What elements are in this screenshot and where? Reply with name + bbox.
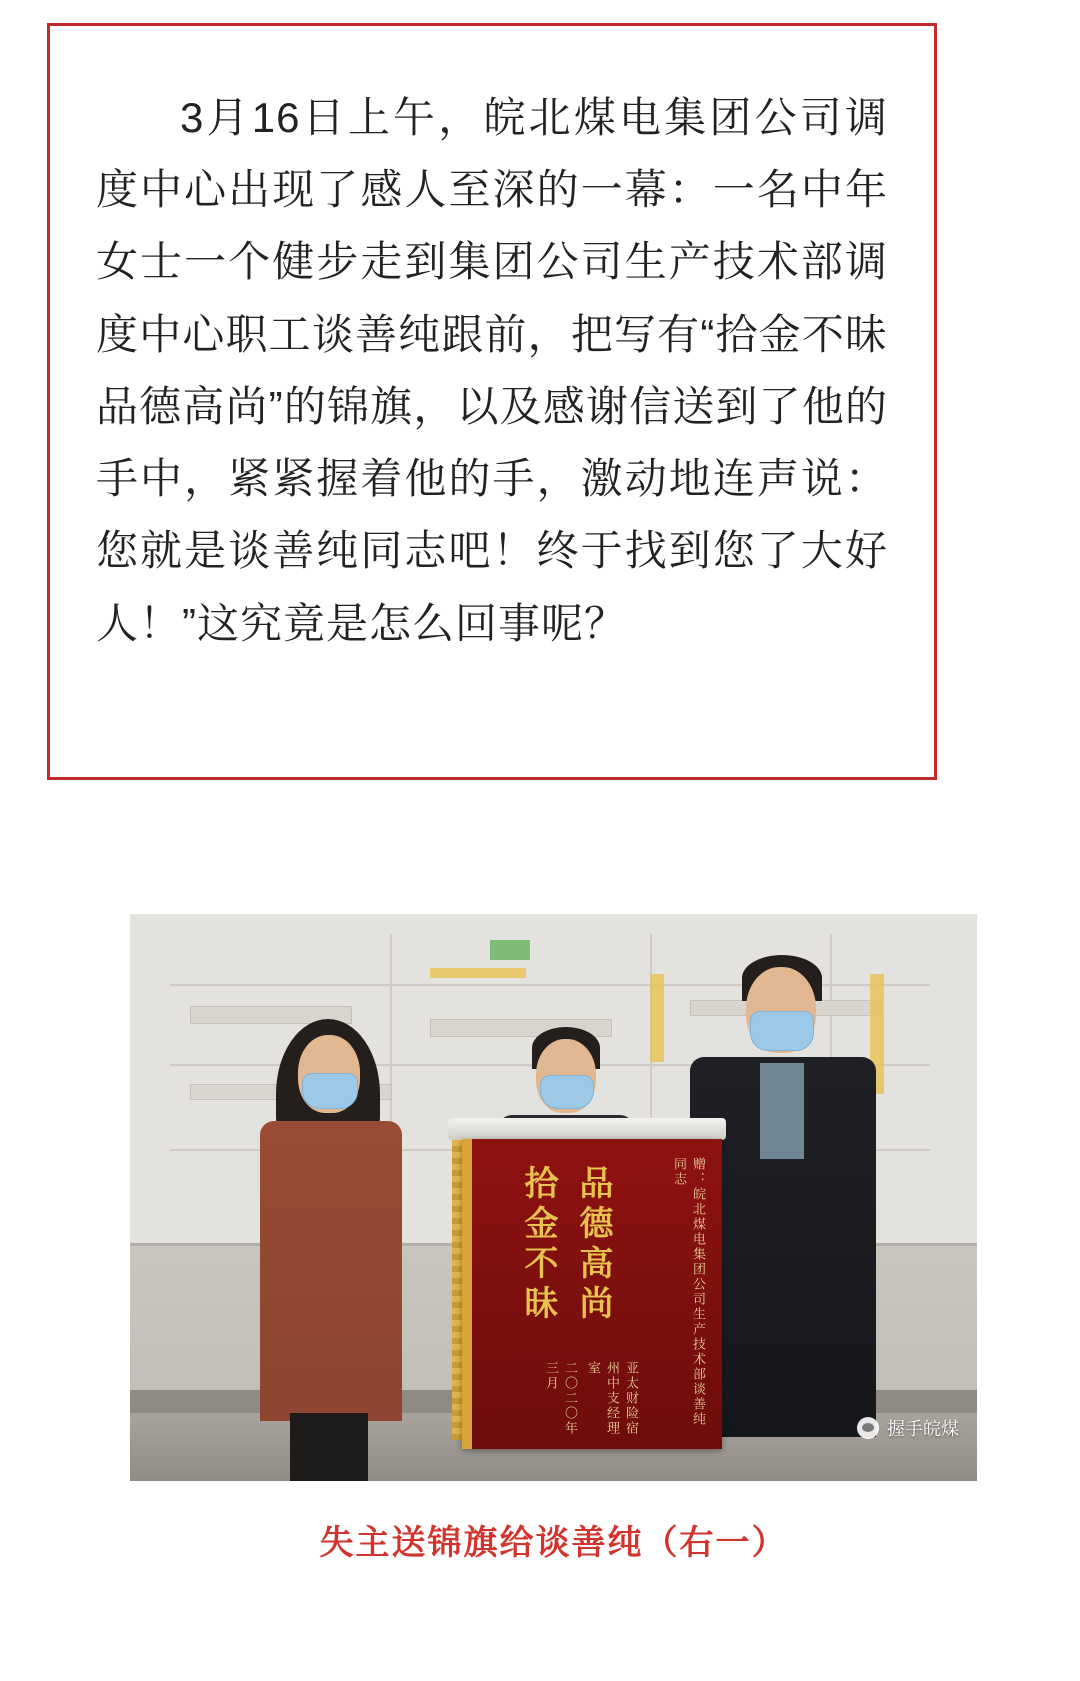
board-highlight — [490, 940, 530, 960]
face-mask — [540, 1075, 594, 1109]
appreciation-banner — [462, 1139, 722, 1449]
banner-bottom-text — [542, 1361, 641, 1439]
coat — [260, 1121, 402, 1421]
banner-rod — [448, 1118, 726, 1140]
banner-org: 亚太财险宿州中支经理室 — [586, 1361, 639, 1436]
board-highlight — [650, 974, 664, 1062]
wechat-avatar-icon — [857, 1417, 879, 1439]
photo-figure — [130, 914, 977, 1564]
banner-donor-line: 赠：皖北煤电集团公司生产技术部谈善纯同志 — [672, 1157, 706, 1427]
legs — [290, 1413, 368, 1481]
board-highlight — [430, 968, 526, 978]
photo-caption: 失主送锦旗给谈善纯（右一） — [319, 1524, 788, 1562]
face-mask — [302, 1073, 358, 1109]
watermark-label: 握手皖煤 — [887, 1419, 959, 1439]
person-woman-left — [250, 1001, 410, 1481]
banner-right-text — [670, 1157, 708, 1427]
article-text-card — [47, 23, 937, 780]
article-paragraph: 3月16日上午，皖北煤电集团公司调度中心出现了感人至深的一幕：一名中年女士一个健步走到集团公司生产技术部调度中心职工谈善纯跟前，把写有“拾金不昧品德高尚”的锦旗，以及感谢信送到了他的手中，紧紧握着他的手，激动地连声说：您就是谈善纯同志吧！终于找到您了大好人！”这究竟是怎么回事呢？ — [96, 94, 888, 647]
face-mask — [750, 1011, 814, 1051]
shirt — [760, 1063, 804, 1159]
article-body — [50, 26, 934, 660]
watermark — [857, 1415, 959, 1441]
banner-line-1: 品德高尚 — [574, 1165, 612, 1325]
photo-image — [130, 914, 977, 1481]
banner-line-2: 拾金不昧 — [519, 1165, 557, 1325]
banner-main-text — [514, 1165, 644, 1325]
banner-date: 二〇二〇年三月 — [544, 1361, 578, 1436]
